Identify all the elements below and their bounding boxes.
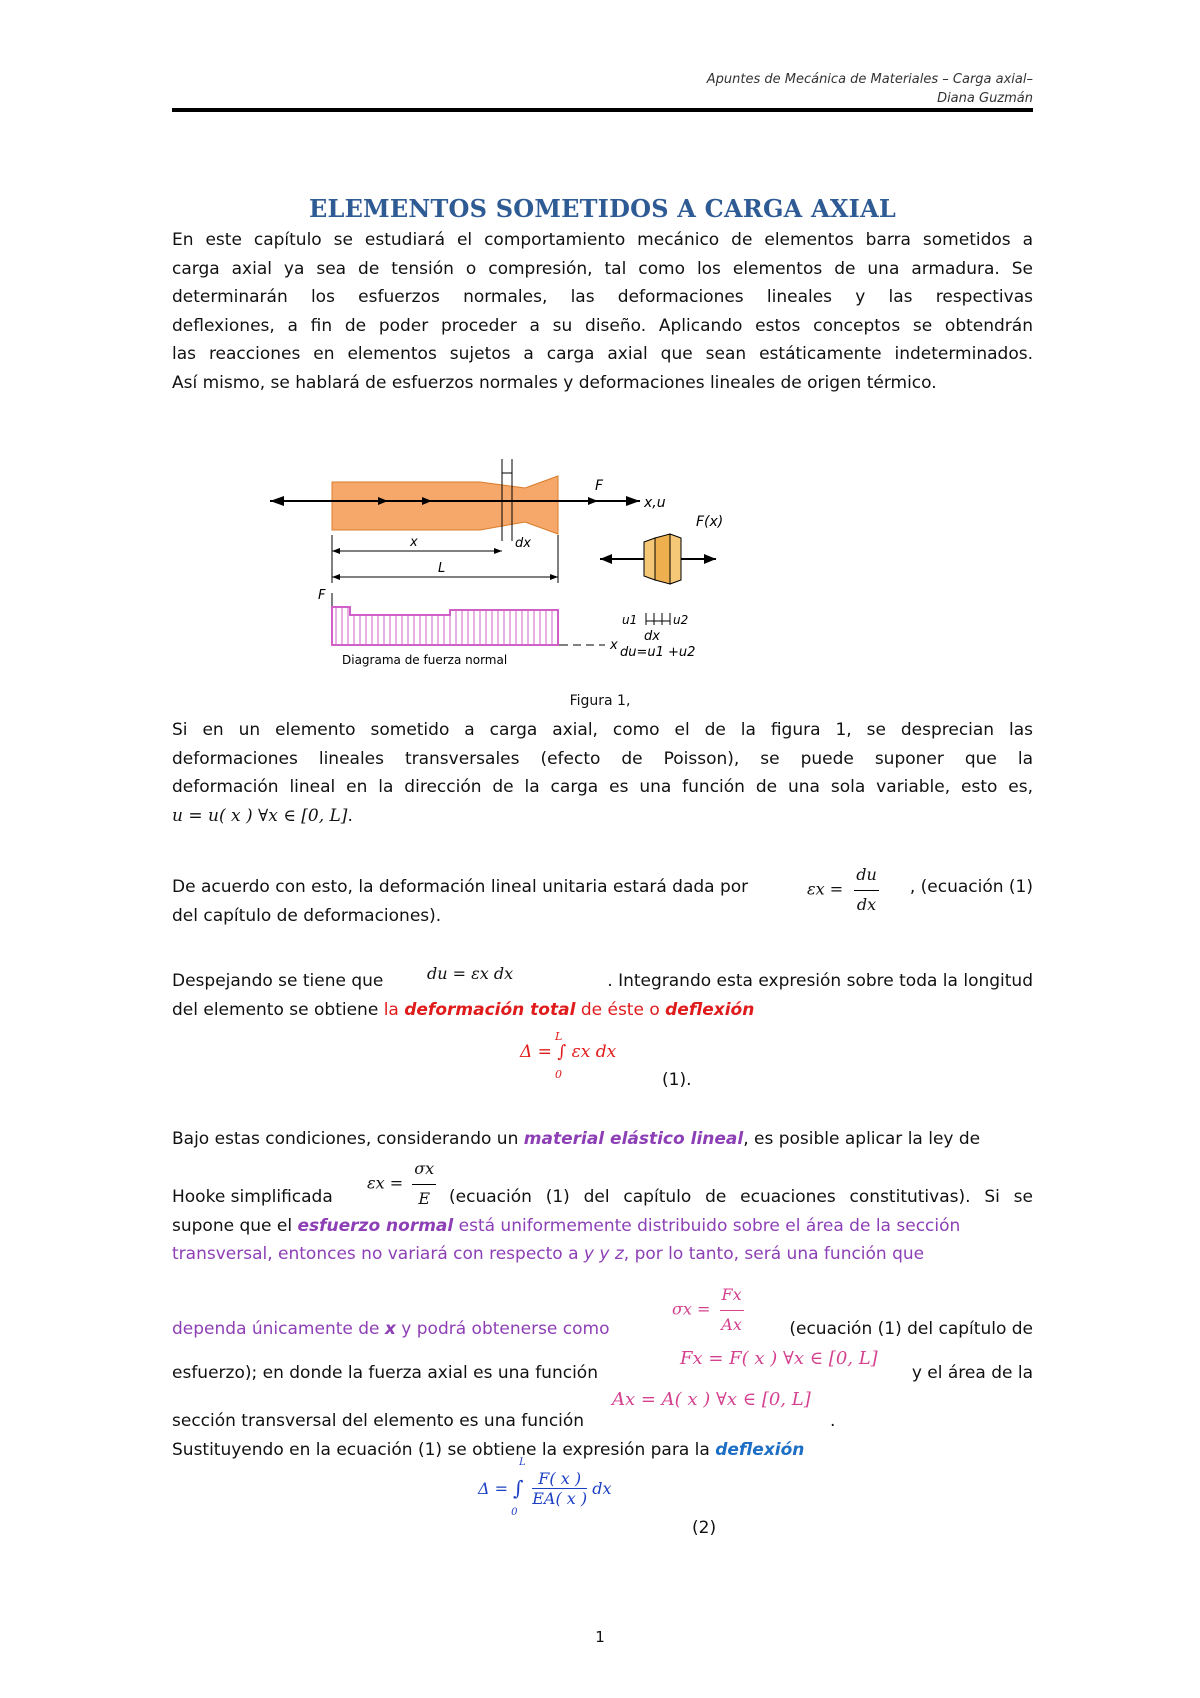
strain-eq: εx = $\frac{du}{dx}$ <box>807 861 879 919</box>
intro-line: las reacciones en elementos sujetos a carga axial que sean estáticamente indeterminados. <box>172 344 1033 364</box>
p5-line-2: Hooke simplificada εx = $\frac{\sigma x}{E}$ (ecuación (1) del capítulo de ecuaciones constitutivas). Si se <box>172 1183 1033 1212</box>
element-left-arrow <box>600 554 612 564</box>
equation-1-number: (1). <box>662 1070 692 1090</box>
p5-line-4: transversal, entonces no variará con respecto a y y z, por lo tanto, será una función que <box>172 1244 925 1264</box>
axis-right-arrow <box>626 496 640 506</box>
paragraph-4 <box>172 964 1033 1024</box>
du-label: du=u1 +u2 <box>620 645 696 660</box>
p5-line-6: esfuerzo); en donde la fuerza axial es una función Fx = F( x ) ∀x ∈ [0, L] y el área de la <box>172 1359 1033 1388</box>
intro-paragraph <box>172 226 1033 397</box>
paragraph-2 <box>172 716 1033 830</box>
l-dim-arrow <box>332 574 340 580</box>
ax-eq: Ax = A( x ) ∀x ∈ [0, L] <box>612 1389 811 1410</box>
element-left-face <box>644 538 655 580</box>
figure-1 <box>270 445 830 675</box>
p5-hooke-block <box>172 1159 1033 1269</box>
figure-caption: Figura 1, <box>569 693 631 709</box>
page-number: 1 <box>595 1628 605 1646</box>
header-line-1: Apuntes de Mecánica de Materiales – Carga axial– <box>706 72 1033 87</box>
header-line-2: Diana Guzmán <box>937 91 1033 106</box>
diagram-hatching <box>336 607 552 645</box>
page-title: ELEMENTOS SOMETIDOS A CARGA AXIAL <box>309 194 896 223</box>
element-dx-label: dx <box>644 629 660 644</box>
running-header <box>707 70 1033 108</box>
p2-line: Si en un elemento sometido a carga axial, como el de la figura 1, se desprecian las <box>172 720 1033 740</box>
intro-line: En este capítulo se estudiará el comportamiento mecánico de elementos barra sometidos a <box>172 230 1033 250</box>
du-eq: du = εx dx <box>427 964 514 983</box>
element-right-face <box>670 534 681 584</box>
p5-line-8: Sustituyendo en la ecuación (1) se obtiene la expresión para la deflexión <box>172 1439 805 1460</box>
equation-2-number: (2) <box>692 1518 717 1538</box>
dx-label: dx <box>515 536 531 551</box>
element-slice <box>655 534 670 584</box>
force-label: F <box>595 478 604 494</box>
p4-line-2: del elemento se obtiene la deformación total de éste o deflexión <box>172 999 755 1020</box>
p2-eq-line: u = u( x ) ∀x ∈ [0, L]. <box>172 805 353 826</box>
p5-ax-block <box>172 1389 1033 1464</box>
diagram-x-label: x <box>610 638 618 653</box>
p5-line-5: dependa únicamente de x y podrá obtenerse como σx = $\frac{Fx}{Ax}$ (ecuación (1) del capítulo de <box>172 1315 1033 1344</box>
axis-label: x,u <box>644 495 666 511</box>
intro-line: determinarán los esfuerzos normales, las deformaciones lineales y las respectivas <box>172 287 1033 307</box>
paragraph-3 <box>172 865 1033 930</box>
p3-line-1: De acuerdo con esto, la deformación lineal unitaria estará dada por εx = $\frac{du}{dx}$ , (ecuación (1) <box>172 873 1033 902</box>
axis-left-arrow <box>270 496 284 506</box>
u1-label: u1 <box>622 613 638 627</box>
l-dim-label: L <box>438 561 446 576</box>
p5-line-3: supone que el esfuerzo normal está uniformemente distribuido sobre el área de la sección <box>172 1215 961 1236</box>
fx-eq: Fx = F( x ) ∀x ∈ [0, L] <box>680 1348 878 1369</box>
x-dim-arrow <box>332 548 340 554</box>
diagram-title: Diagrama de fuerza normal <box>342 653 508 667</box>
hooke-eq: εx = $\frac{\sigma x}{E}$ <box>367 1155 436 1213</box>
p4-line-1: Despejando se tiene que du = εx dx . Integrando esta expresión sobre toda la longitud <box>172 967 1033 996</box>
header-rule <box>172 108 1033 112</box>
element-force-label: F(x) <box>696 514 724 530</box>
u2-label: u2 <box>673 613 689 627</box>
p2-line: deformaciones lineales transversales (efecto de Poisson), se puede suponer que la <box>172 748 1033 769</box>
p3-line-2: del capítulo de deformaciones). <box>172 905 442 926</box>
p5-fx-block <box>172 1348 1033 1388</box>
equation-2: Δ = ∫ L 0 $\frac{F( x )}{EA( x )}$ dx <box>478 1457 612 1518</box>
u-function-eq: u = u( x ) ∀x ∈ [0, L] <box>172 805 348 826</box>
p5-sigma-block <box>172 1285 1033 1344</box>
paragraph-5 <box>172 1125 1033 1154</box>
x-dim-arrow <box>494 548 502 554</box>
x-dim-label: x <box>410 535 418 550</box>
equation-1: L Δ = ∫ εx dx 0 <box>520 1030 617 1081</box>
intro-line: Así mismo, se hablará de esfuerzos normales y deformaciones lineales de origen térmico. <box>172 372 937 393</box>
p5-line-1: Bajo estas condiciones, considerando un material elástico lineal, es posible aplicar la ley de <box>172 1129 981 1149</box>
force-arrow <box>588 497 598 505</box>
p5-line-7: sección transversal del elemento es una función Ax = A( x ) ∀x ∈ [0, L] . <box>172 1407 1033 1436</box>
p2-line: deformación lineal en la dirección de la carga es una función de una sola variable, esto es, <box>172 777 1033 797</box>
sigma-eq: σx = $\frac{Fx}{Ax}$ <box>672 1281 744 1339</box>
diagram-f-label: F <box>318 588 326 603</box>
l-dim-arrow <box>550 574 558 580</box>
intro-line: carga axial ya sea de tensión o compresión, tal como los elementos de una armadura. Se <box>172 258 1033 279</box>
tapered-bar <box>332 476 558 534</box>
element-right-arrow <box>704 554 716 564</box>
intro-line: deflexiones, a fin de poder proceder a su diseño. Aplicando estos conceptos se obtendrán <box>172 315 1033 336</box>
